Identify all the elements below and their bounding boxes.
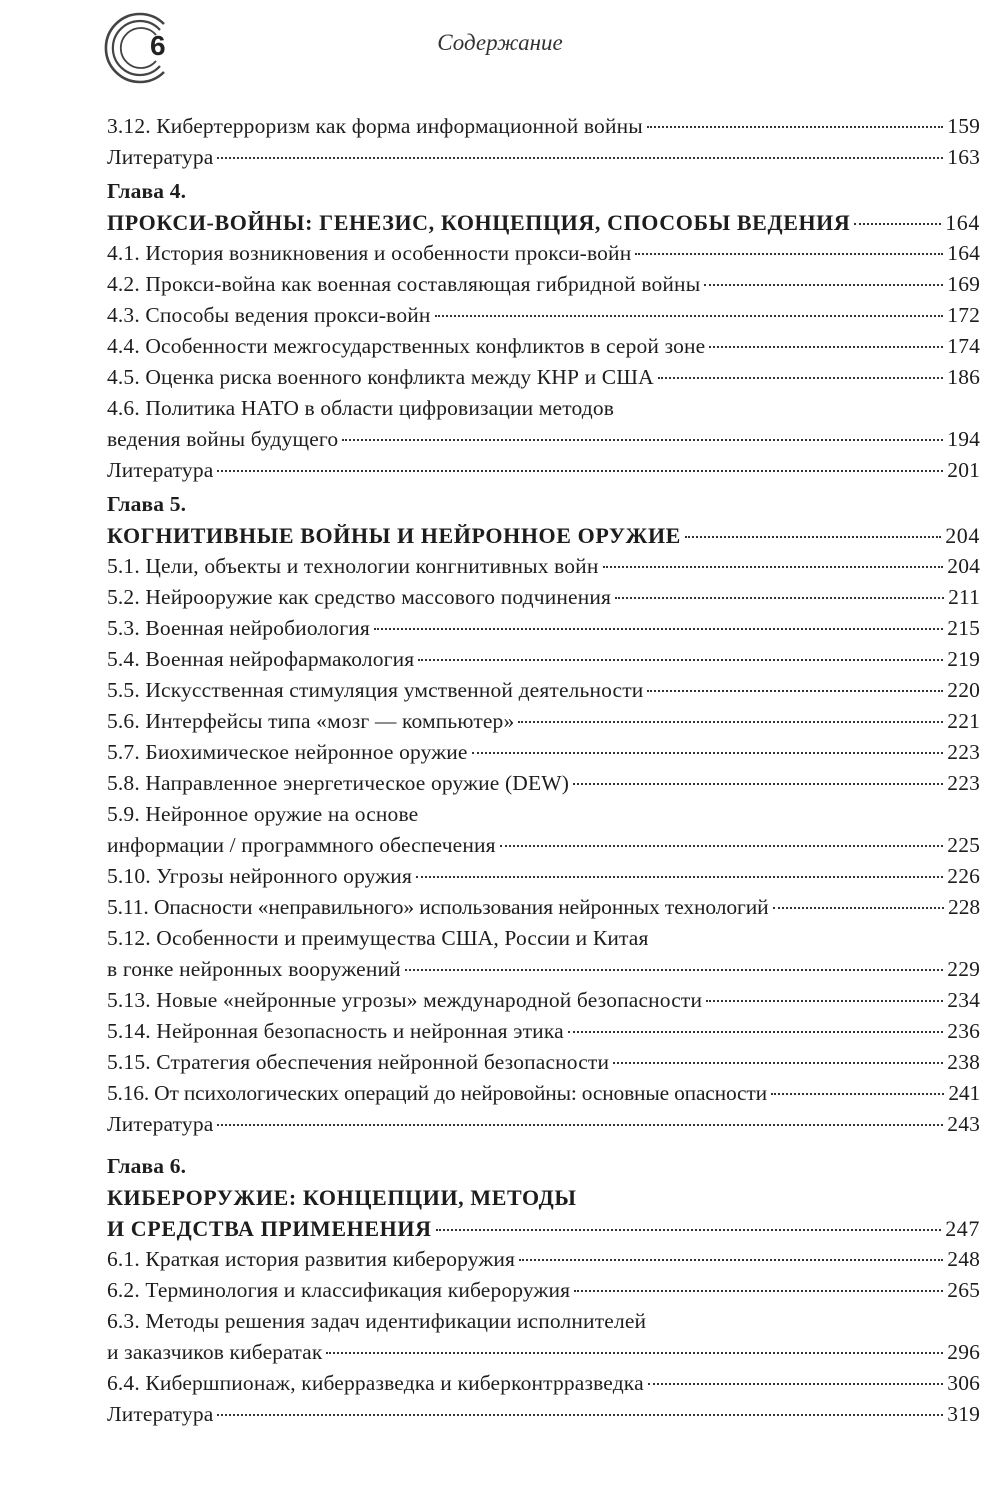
chapter-title: ПРОКСИ-ВОЙНЫ: ГЕНЕЗИС, КОНЦЕПЦИЯ, СПОСОБЫ ВЕДЕНИЯ — [107, 210, 851, 235]
dot-leader — [648, 1383, 944, 1385]
dot-leader — [217, 157, 943, 159]
dot-leader — [519, 1259, 943, 1261]
toc-entry[interactable] — [107, 1340, 980, 1371]
toc-entry-label: 5.14. Нейронная безопасность и нейронная этика — [107, 1019, 564, 1043]
toc-entry[interactable] — [107, 334, 980, 365]
page-number: 6 — [150, 30, 166, 61]
toc-entry-page: 169 — [947, 272, 980, 296]
dot-leader — [472, 752, 944, 754]
toc-entry-page: 241 — [948, 1081, 980, 1105]
toc-entry-line1[interactable] — [107, 396, 980, 427]
toc-entry-page: 229 — [947, 957, 980, 981]
toc-entry-label: 5.6. Интерфейсы типа «мозг — компьютер» — [107, 709, 515, 733]
toc-entry-page: 164 — [947, 241, 980, 265]
chapter-title-entry[interactable] — [107, 523, 980, 554]
toc-entry-page: 211 — [948, 585, 980, 609]
toc-entry-label: 5.3. Военная нейробиология — [107, 616, 370, 640]
toc-entry[interactable] — [107, 647, 980, 678]
toc-entry-label: 5.8. Направленное энергетическое оружие (DEW) — [107, 771, 569, 795]
dot-leader — [706, 1000, 943, 1002]
toc-entry[interactable] — [107, 1278, 980, 1309]
toc-entry-label: 5.5. Искусственная стимуляция умственной деятельности — [107, 678, 644, 702]
dot-leader — [568, 1031, 944, 1033]
toc-entry-page: 159 — [947, 114, 980, 138]
toc-entry-literature[interactable] — [107, 458, 980, 489]
toc-entry-label: 5.2. Нейрооружие как средство массового подчинения — [107, 585, 612, 609]
dot-leader — [436, 1229, 942, 1231]
chapter-title: И СРЕДСТВА ПРИМЕНЕНИЯ — [107, 1216, 432, 1241]
toc-entry-label: Литература — [107, 458, 214, 482]
toc-entry[interactable] — [107, 1019, 980, 1050]
dot-leader — [518, 721, 943, 723]
toc-entry-page: 319 — [947, 1402, 980, 1426]
toc-entry[interactable] — [107, 241, 980, 272]
toc-entry-page: 215 — [947, 616, 980, 640]
dot-leader — [603, 566, 944, 568]
toc-entry[interactable] — [107, 114, 980, 145]
toc-entry-label: информации / программного обеспечения — [107, 833, 496, 857]
table-of-contents — [107, 114, 980, 1433]
toc-entry-page: 172 — [947, 303, 980, 327]
dot-leader — [709, 346, 943, 348]
dot-leader — [574, 1290, 943, 1292]
toc-entry-label: 5.13. Новые «нейронные угрозы» международной безопасности — [107, 988, 703, 1012]
dot-leader — [613, 1062, 943, 1064]
chapter-title-entry[interactable] — [107, 1216, 980, 1247]
toc-entry-line1[interactable] — [107, 1309, 980, 1340]
toc-entry-label: 5.7. Биохимическое нейронное оружие — [107, 740, 468, 764]
dot-leader — [326, 1352, 943, 1354]
dot-leader — [658, 377, 944, 379]
toc-entry-page: 223 — [947, 740, 980, 764]
toc-entry[interactable] — [107, 833, 980, 864]
dot-leader — [217, 1414, 943, 1416]
toc-entry-page: 221 — [947, 709, 980, 733]
toc-entry-page: 201 — [947, 458, 980, 482]
toc-entry[interactable] — [107, 957, 980, 988]
toc-entry[interactable] — [107, 864, 980, 895]
chapter-title: КОГНИТИВНЫЕ ВОЙНЫ И НЕЙРОННОЕ ОРУЖИЕ — [107, 523, 681, 548]
toc-entry-page: 164 — [945, 210, 980, 235]
toc-entry-label: 6.1. Краткая история развития кибероружия — [107, 1247, 516, 1271]
toc-entry-label: в гонке нейронных вооружений — [107, 957, 401, 981]
dot-leader — [854, 223, 941, 225]
dot-leader — [615, 597, 944, 599]
toc-entry[interactable] — [107, 1081, 980, 1112]
toc-entry-page: 234 — [947, 988, 980, 1012]
toc-entry[interactable] — [107, 709, 980, 740]
chapter-label: Глава 4. — [107, 179, 187, 203]
toc-entry-label: 5.16. От психологических операций до нейровойны: основные опасности — [107, 1081, 767, 1105]
dot-leader — [773, 907, 944, 909]
toc-entry-page: 194 — [947, 427, 980, 451]
toc-entry[interactable] — [107, 771, 980, 802]
running-head: Содержание — [437, 30, 563, 55]
chapter-label: Глава 6. — [107, 1154, 187, 1178]
toc-entry[interactable] — [107, 1050, 980, 1081]
toc-entry-label: Литература — [107, 145, 214, 169]
toc-entry-label: 5.10. Угрозы нейронного оружия — [107, 864, 412, 888]
toc-entry-page: 296 — [947, 1340, 980, 1364]
dot-leader — [771, 1093, 944, 1095]
toc-entry-label: Литература — [107, 1112, 214, 1136]
dot-leader — [435, 315, 944, 317]
toc-entry-label: 4.1. История возникновения и особенности прокси-войн — [107, 241, 632, 265]
toc-entry[interactable] — [107, 988, 980, 1019]
dot-leader — [416, 876, 943, 878]
toc-entry-label: Литература — [107, 1402, 214, 1426]
toc-entry-label: 5.11. Опасности «неправильного» использования нейронных технологий — [107, 895, 769, 919]
toc-entry-line1[interactable] — [107, 802, 980, 833]
toc-entry-literature[interactable] — [107, 1112, 980, 1143]
toc-entry[interactable] — [107, 272, 980, 303]
toc-entry-line1[interactable] — [107, 926, 980, 957]
toc-entry-label: 5.15. Стратегия обеспечения нейронной безопасности — [107, 1050, 610, 1074]
toc-entry-page: 238 — [947, 1050, 980, 1074]
toc-entry[interactable] — [107, 427, 980, 458]
toc-entry[interactable] — [107, 303, 980, 334]
toc-entry[interactable] — [107, 585, 980, 616]
dot-leader — [573, 783, 943, 785]
toc-entry-page: 174 — [947, 334, 980, 358]
toc-entry-page: 204 — [947, 554, 980, 578]
toc-entry-page: 265 — [947, 1278, 980, 1302]
dot-leader — [405, 969, 943, 971]
toc-entry-page: 225 — [947, 833, 980, 857]
dot-leader — [685, 536, 941, 538]
chapter-title-entry[interactable] — [107, 210, 980, 241]
toc-entry[interactable] — [107, 1371, 980, 1402]
toc-entry-label: 6.4. Кибершпионаж, киберразведка и киберконтрразведка — [107, 1371, 644, 1395]
toc-entry-page: 228 — [948, 895, 980, 919]
toc-entry-page: 219 — [947, 647, 980, 671]
toc-entry-label: 4.6. Политика НАТО в области цифровизации методов — [107, 396, 615, 420]
chapter-label: Глава 5. — [107, 492, 187, 516]
dot-leader — [635, 253, 943, 255]
dot-leader — [374, 628, 943, 630]
toc-entry[interactable] — [107, 740, 980, 771]
toc-entry-page: 306 — [947, 1371, 980, 1395]
toc-entry-label: 4.3. Способы ведения прокси-войн — [107, 303, 431, 327]
toc-entry[interactable] — [107, 616, 980, 647]
toc-entry-label: 4.2. Прокси-война как военная составляющая гибридной войны — [107, 272, 701, 296]
dot-leader — [647, 126, 943, 128]
toc-entry-label: 6.3. Методы решения задач идентификации исполнителей — [107, 1309, 647, 1333]
toc-entry-page: 226 — [947, 864, 980, 888]
dot-leader — [217, 1124, 943, 1126]
toc-entry[interactable] — [107, 145, 980, 176]
dot-leader — [418, 659, 943, 661]
toc-entry[interactable] — [107, 554, 980, 585]
toc-entry-label: 5.12. Особенности и преимущества США, России и Китая — [107, 926, 649, 950]
toc-entry-label: 5.1. Цели, объекты и технологии конгнитивных войн — [107, 554, 599, 578]
page-header — [0, 0, 1000, 100]
toc-entry[interactable] — [107, 678, 980, 709]
toc-entry-label: 6.2. Терминология и классификация кибероружия — [107, 1278, 571, 1302]
toc-entry-label: 5.4. Военная нейрофармакология — [107, 647, 415, 671]
toc-entry-page: 247 — [945, 1216, 980, 1241]
toc-entry-label: 5.9. Нейронное оружие на основе — [107, 802, 419, 826]
toc-entry-literature[interactable] — [107, 1402, 980, 1433]
toc-entry-page: 163 — [947, 145, 980, 169]
toc-entry-page: 248 — [947, 1247, 980, 1271]
toc-entry-page: 204 — [945, 523, 980, 548]
toc-entry-label: 4.4. Особенности межгосударственных конфликтов в серой зоне — [107, 334, 706, 358]
dot-leader — [217, 470, 943, 472]
toc-entry-label: 3.12. Кибертерроризм как форма информационной войны — [107, 114, 643, 138]
dot-leader — [647, 690, 943, 692]
chapter-title: КИБЕРОРУЖИЕ: КОНЦЕПЦИИ, МЕТОДЫ — [107, 1185, 577, 1210]
chapter-title-line1[interactable] — [107, 1185, 980, 1216]
toc-entry[interactable] — [107, 365, 980, 396]
toc-entry-page: 223 — [947, 771, 980, 795]
dot-leader — [500, 845, 944, 847]
toc-entry[interactable] — [107, 895, 980, 926]
toc-entry-label: 4.5. Оценка риска военного конфликта между КНР и США — [107, 365, 654, 389]
toc-entry[interactable] — [107, 1247, 980, 1278]
toc-entry-page: 236 — [947, 1019, 980, 1043]
toc-entry-page: 243 — [947, 1112, 980, 1136]
toc-entry-label: ведения войны будущего — [107, 427, 339, 451]
toc-entry-page: 220 — [947, 678, 980, 702]
toc-entry-page: 186 — [947, 365, 980, 389]
dot-leader — [704, 284, 943, 286]
dot-leader — [342, 439, 943, 441]
toc-entry-label: и заказчиков кибератак — [107, 1340, 323, 1364]
